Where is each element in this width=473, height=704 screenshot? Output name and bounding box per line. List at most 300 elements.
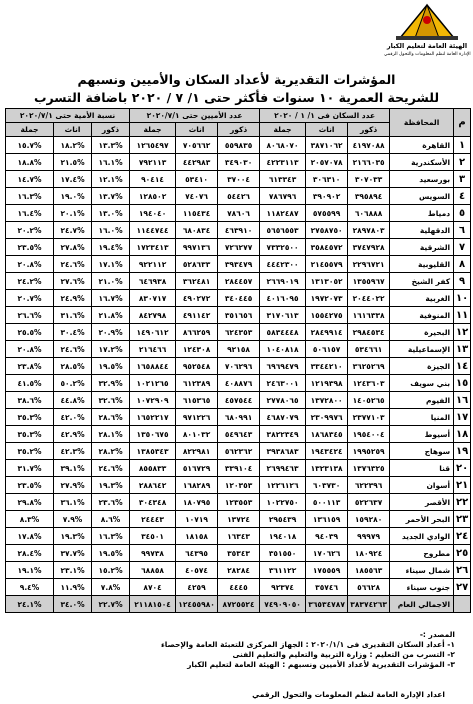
- cell-rate-female: %٧.٩: [54, 511, 92, 528]
- cell-illit-male: ٤٤٤٥: [218, 579, 260, 596]
- cell-illit-male: ٧٢٦٢٧٧: [218, 239, 260, 256]
- source-line-2: ٢- التسرب من التعليم : وزارة التربية والتعليم والتعليم الفنى: [232, 650, 455, 659]
- cell-pop-female: ٥٧٥٥٩٩: [306, 205, 348, 222]
- cell-pop-female: ١٩٧٢٠٧٣: [306, 290, 348, 307]
- cell-pop-total: ٤٦٨٧٠٧٩: [260, 409, 306, 426]
- header-pop-female: اناث: [306, 123, 348, 137]
- cell-illit-female: ٧٠٥٦٦٢: [176, 137, 218, 154]
- cell-index: ١٠: [454, 290, 471, 307]
- cell-pop-female: ٥٠٠١١٣: [306, 494, 348, 511]
- cell-illit-male: ٤٦٣٩١٠: [218, 222, 260, 239]
- cell-rate-female: %٢٣.١: [54, 562, 92, 579]
- cell-pop-female: ٢٣٠٩٩٧٦: [306, 409, 348, 426]
- cell-pop-total: ٨٠٦٨٠٧٠: [260, 137, 306, 154]
- org-name: الهيئة العامة لتعليم الكبار: [386, 42, 468, 50]
- cell-illit-total: ١٢٦٥٤٩٧: [130, 137, 176, 154]
- cell-illit-male: ٣٥١٦٥٦: [218, 307, 260, 324]
- cell-rate-total: %٢٥.٥: [6, 324, 54, 341]
- cell-governorate: القاهرة: [390, 137, 454, 154]
- cell-illit-total: ٨٧٠٤: [130, 579, 176, 596]
- org-department: الإدارة العامة لنظم المعلومات والتحول الرقمي: [384, 52, 471, 57]
- cell-illit-male: ٢٨٤٤٥٧: [218, 273, 260, 290]
- cell-pop-female: ١٣٦١٥٩: [306, 511, 348, 528]
- sources-section: [20, 630, 455, 670]
- page-subtitle: للشريحة العمرية ١٠ سنوات فأكثر حتى ١/ ٧ / ٢٠٢٠ باضافة التسرب: [33, 90, 440, 105]
- cell-rate-total: %٣٥.٣: [6, 409, 54, 426]
- cell-rate-female: %٢٧.٩: [54, 477, 92, 494]
- cell-pop-total: ٢٦٦٩٠١٩: [260, 273, 306, 290]
- cell-rate-female: %١٧.٤: [54, 171, 92, 188]
- cell-index: ٢: [454, 154, 471, 171]
- cell-governorate: دمياط: [390, 205, 454, 222]
- cell-rate-male: %١٣.٧: [92, 188, 130, 205]
- table-row: [6, 511, 471, 528]
- cell-pop-total: ٤٤٤٢٣٠٠: [260, 256, 306, 273]
- cell-illit-male: ٢٨٢٨٤: [218, 562, 260, 579]
- cell-rate-male: %٣٢.٦: [92, 392, 130, 409]
- table-row: [6, 239, 471, 256]
- statistics-table: [5, 108, 471, 613]
- cell-illit-total: ١١٤٤٧٤٤: [130, 222, 176, 239]
- cell-rate-female: %٢٧.٦: [54, 273, 92, 290]
- cell-pop-female: ١٥٥٤٢٧٥: [306, 307, 348, 324]
- cell-pop-total: ٣٥١٥٥٠: [260, 545, 306, 562]
- cell-illit-total: ١٤٩٠٦١٢: [130, 324, 176, 341]
- cell-pop-total: ٩٢٣٧٤: [260, 579, 306, 596]
- cell-rate-male: %٢١.٨: [92, 307, 130, 324]
- cell-illit-male: ٩٢١٥٨: [218, 341, 260, 358]
- cell-illit-male: ١٢٠٣٥٣: [218, 477, 260, 494]
- cell-rate-total: %٢٣.٨: [6, 358, 54, 375]
- cell-rate-female: %١١.٩: [54, 579, 92, 596]
- cell-rate-total: %٨.٣: [6, 511, 54, 528]
- cell-illit-female: ٦١٥٣٦٥: [176, 392, 218, 409]
- cell-index: ١٥: [454, 375, 471, 392]
- cell-pop-male: ٩٩٩٧٩: [348, 528, 390, 545]
- cell-illit-total: ١٠٧٢٩٠٩: [130, 392, 176, 409]
- cell-illit-total: ٦٤٦٩٣٨: [130, 273, 176, 290]
- cell-index: ٢٤: [454, 528, 471, 545]
- cell-illit-male: ٣٣٩١٠٤: [218, 460, 260, 477]
- cell-rate-total: %١٦.٣: [6, 188, 54, 205]
- cell-pop-male: ٢٩٨٤٥٣٤: [348, 324, 390, 341]
- cell-rate-male: %٢٠.٩: [92, 324, 130, 341]
- cell-pop-female: ٣٥٧٤٦: [306, 579, 348, 596]
- header-index: م: [454, 109, 471, 137]
- header-illit-male: ذكور: [218, 123, 260, 137]
- cell-illit-female: ٩٩٧١٣٦: [176, 239, 218, 256]
- cell-pop-female: ١٨٦٨٣٤٥: [306, 426, 348, 443]
- cell-pop-total: ٤٢٢٣١١٣: [260, 154, 306, 171]
- table-row: [6, 375, 471, 392]
- cell-illit-male: ٧٨٦٠٦: [218, 205, 260, 222]
- cell-illit-female: ٩٥٢٥٤٨: [176, 358, 218, 375]
- cell-governorate: الوادي الجديد: [390, 528, 454, 545]
- cell-illit-female: ٦١٢٣٨٩: [176, 375, 218, 392]
- cell-pop-male: ٢١٦٦٠٣٥: [348, 154, 390, 171]
- table-row: [6, 137, 471, 154]
- cell-pop-total: ٥٨٣٤٤٤٨: [260, 324, 306, 341]
- cell-pop-male: ٦٢٢٣٩٦: [348, 477, 390, 494]
- cell-pop-female: ١٣٢٣١٣٨: [306, 460, 348, 477]
- cell-rate-male: %١٣.٣: [92, 137, 130, 154]
- cell-pop-total: ٦١٣٣٤٣: [260, 171, 306, 188]
- header-pop-total: جملة: [260, 123, 306, 137]
- header-governorate: المحافظة: [390, 109, 454, 137]
- cell-rate-male: %١٣.٠: [92, 205, 130, 222]
- cell-pop-female: ٥٠٦١٥٧: [306, 341, 348, 358]
- cell-rate-total: %٢٠.٧: [6, 290, 54, 307]
- cell-rate-total: %٣٥.٢: [6, 443, 54, 460]
- cell-illit-total: ١٦٥٨٨٤٤: [130, 358, 176, 375]
- cell-rate-male: %٢٢.٧: [92, 596, 130, 613]
- cell-illit-male: ٣٧٠٠٤: [218, 171, 260, 188]
- cell-illit-male: ٣٤٠٤٤٥: [218, 290, 260, 307]
- sources-label: المصدر :-: [419, 630, 455, 639]
- table-body: [6, 137, 471, 613]
- cell-index: [454, 596, 471, 613]
- table-row: [6, 392, 471, 409]
- cell-rate-female: %٣٦.١: [54, 494, 92, 511]
- cell-rate-female: %٣٠.٤: [54, 324, 92, 341]
- cell-illit-male: ٣٤٩٠٣٠: [218, 154, 260, 171]
- cell-illit-total: ٦٨٨٥٨: [130, 562, 176, 579]
- cell-governorate: أسوان: [390, 477, 454, 494]
- cell-rate-female: %٢٤.٦: [54, 341, 92, 358]
- cell-index: ١٢: [454, 324, 471, 341]
- cell-index: ١١: [454, 307, 471, 324]
- cell-rate-male: %١٥.٢: [92, 562, 130, 579]
- cell-rate-total: %١٦.٤: [6, 205, 54, 222]
- cell-pop-total: ٣٦١١٢٢: [260, 562, 306, 579]
- cell-pop-total: ٢٤٦٣٠٠١: [260, 375, 306, 392]
- cell-illit-total: ١٢٨٥٠٢: [130, 188, 176, 205]
- cell-rate-female: %٥٠.٢: [54, 375, 92, 392]
- table-row: [6, 273, 471, 290]
- cell-illit-male: ٣٩٣٤٧٩: [218, 256, 260, 273]
- table-row: [6, 324, 471, 341]
- cell-illit-total: ١٧٢٣٤١٣: [130, 239, 176, 256]
- table-row: [6, 307, 471, 324]
- cell-rate-male: %٨.٦: [92, 511, 130, 528]
- cell-pop-male: ١٩٩٥٢٥٩: [348, 443, 390, 460]
- cell-pop-female: ٢٧٥٨٧٥٠: [306, 222, 348, 239]
- table-row: [6, 443, 471, 460]
- table-row: [6, 409, 471, 426]
- cell-index: ٨: [454, 256, 471, 273]
- cell-pop-female: ١٣١٣٠٥٢: [306, 273, 348, 290]
- cell-index: ١: [454, 137, 471, 154]
- cell-illit-male: ٧٠٦٢٩٦: [218, 358, 260, 375]
- cell-index: ٢٧: [454, 579, 471, 596]
- cell-governorate: أسيوط: [390, 426, 454, 443]
- cell-index: ٦: [454, 222, 471, 239]
- cell-index: ٢٣: [454, 511, 471, 528]
- cell-illit-male: ٤٠٨٨٧٦: [218, 375, 260, 392]
- cell-rate-total: %٢٠.٨: [6, 256, 54, 273]
- cell-illit-female: ٦٨٠٨٣٤: [176, 222, 218, 239]
- cell-rate-total: %١٤.٧: [6, 171, 54, 188]
- cell-pop-male: ٥٦٦٢٨: [348, 579, 390, 596]
- cell-governorate: كفر الشيخ: [390, 273, 454, 290]
- cell-index: ١٨: [454, 426, 471, 443]
- cell-rate-male: %٢٨.٢: [92, 443, 130, 460]
- cell-rate-male: %١٢.١: [92, 171, 130, 188]
- cell-governorate: مطروح: [390, 545, 454, 562]
- cell-rate-female: %٣٩.١: [54, 460, 92, 477]
- table-row: [6, 154, 471, 171]
- cell-rate-total: %٢٠.٢: [6, 222, 54, 239]
- cell-illit-total: ٩٩٧٣٨: [130, 545, 176, 562]
- cell-illit-total: ٢١١٨١٥٠٤: [130, 596, 176, 613]
- cell-rate-male: %١٦.١: [92, 154, 130, 171]
- cell-illit-total: ٣٤٥٠١: [130, 528, 176, 545]
- table-row: [6, 494, 471, 511]
- cell-illit-female: ٩٧١٢٢٦: [176, 409, 218, 426]
- cell-rate-female: %٣٧.٧: [54, 545, 92, 562]
- cell-pop-male: ١٣٥٥٩٦٧: [348, 273, 390, 290]
- cell-governorate: بورسعيد: [390, 171, 454, 188]
- cell-pop-female: ٢٨٤٩٩١٤: [306, 324, 348, 341]
- cell-pop-male: ٦٠٦٨٨٨: [348, 205, 390, 222]
- cell-pop-female: ٢١٤٥٥٧٩: [306, 256, 348, 273]
- cell-rate-male: %٢٣.٦: [92, 494, 130, 511]
- cell-rate-male: %٧.٨: [92, 579, 130, 596]
- cell-rate-male: %١٩.٥: [92, 358, 130, 375]
- cell-rate-male: %١٩.٣: [92, 477, 130, 494]
- cell-governorate: الأسكندرية: [390, 154, 454, 171]
- table-row: [6, 358, 471, 375]
- cell-index: ١٩: [454, 443, 471, 460]
- page-title: المؤشرات التقديرية لأعداد السكان والأميين ونسبهم: [77, 72, 396, 87]
- cell-illit-total: ٢١٦٤٦٦: [130, 341, 176, 358]
- cell-pop-male: ١٥٩٢٨٠: [348, 511, 390, 528]
- cell-illit-total: ٨٣٠٧١٧: [130, 290, 176, 307]
- cell-rate-male: %١٦.٣: [92, 528, 130, 545]
- cell-rate-female: %٤٢.٣: [54, 443, 92, 460]
- cell-illit-female: ١٢٤٥٥٩٨٠: [176, 596, 218, 613]
- table-row: [6, 477, 471, 494]
- cell-rate-total: %١٩.١: [6, 562, 54, 579]
- cell-illit-female: ٤٤٢٩٨٣: [176, 154, 218, 171]
- cell-illit-total: ٢٤٤٤٣: [130, 511, 176, 528]
- cell-governorate: شمال سيناء: [390, 562, 454, 579]
- table-row: [6, 562, 471, 579]
- cell-illit-total: ١٦٥٢٢١٧: [130, 409, 176, 426]
- cell-pop-male: ٣٦٢٥٢٦٩: [348, 358, 390, 375]
- cell-rate-female: %٢٤.٦: [54, 256, 92, 273]
- cell-illit-male: ٣٥٣٤٣: [218, 545, 260, 562]
- table-row: [6, 205, 471, 222]
- cell-pop-male: ١٢٤٣٦٠٣: [348, 375, 390, 392]
- cell-rate-total: %٢٤.١: [6, 596, 54, 613]
- cell-illit-female: ٤٩١١٤٢: [176, 307, 218, 324]
- table-row: [6, 188, 471, 205]
- cell-rate-female: %٤٢.٠: [54, 409, 92, 426]
- header-rate-male: ذكور: [92, 123, 130, 137]
- cell-rate-female: %٢١.٥: [54, 154, 92, 171]
- cell-rate-female: %٢٠.١: [54, 205, 92, 222]
- cell-illit-female: ٤٩٠٢٧٢: [176, 290, 218, 307]
- cell-rate-female: %٣٤.٠: [54, 596, 92, 613]
- cell-pop-male: ٢٢٩٦٧٢١: [348, 256, 390, 273]
- cell-index: ٢٦: [454, 562, 471, 579]
- cell-rate-female: %١٨.٢: [54, 137, 92, 154]
- cell-pop-female: ٣٦٥٣٤٧٨٧: [306, 596, 348, 613]
- cell-pop-male: ١٨٠٩٢٤: [348, 545, 390, 562]
- prepared-by-note: اعداد الإدارة العامة لنظم المعلومات والتحول الرقمي: [252, 690, 445, 699]
- cell-pop-total: ٥٦٥٦٥٥٣: [260, 222, 306, 239]
- table-row: [6, 528, 471, 545]
- cell-governorate: القليوبية: [390, 256, 454, 273]
- cell-pop-total: ٣٨٢٢٣٤٩: [260, 426, 306, 443]
- cell-governorate: المنيا: [390, 409, 454, 426]
- cell-illit-female: ٨٦٦٢٥٩: [176, 324, 218, 341]
- cell-rate-male: %١٩.٤: [92, 239, 130, 256]
- cell-illit-total: ٣٠٤٣٤٨: [130, 494, 176, 511]
- cell-governorate: الفيوم: [390, 392, 454, 409]
- cell-rate-male: %١٧.١: [92, 256, 130, 273]
- cell-pop-male: ٣٨٣٧٤٢٦٣: [348, 596, 390, 613]
- cell-rate-total: %٢٨.٤: [6, 545, 54, 562]
- cell-governorate: الإسماعيلية: [390, 341, 454, 358]
- cell-index: ٥: [454, 205, 471, 222]
- cell-rate-total: %٢٩.٨: [6, 494, 54, 511]
- cell-rate-female: %٣١.٦: [54, 307, 92, 324]
- cell-rate-female: %١٩.٣: [54, 528, 92, 545]
- cell-rate-female: %١٩.٠: [54, 188, 92, 205]
- cell-governorate: الأقصر: [390, 494, 454, 511]
- table-row: [6, 222, 471, 239]
- cell-pop-male: ٢٨٩٧٨٠٣: [348, 222, 390, 239]
- cell-rate-female: %٢٨.٥: [54, 358, 92, 375]
- cell-rate-male: %٣٢.٩: [92, 375, 130, 392]
- cell-pop-total: ٣٩٣٨٦٨٣: [260, 443, 306, 460]
- cell-illit-male: ١٢٣٥٥٣: [218, 494, 260, 511]
- cell-pop-female: ٩٤٠٣٩: [306, 528, 348, 545]
- table-total-row: [6, 596, 471, 613]
- cell-governorate: جنوب سيناء: [390, 579, 454, 596]
- cell-illit-total: ١٣٨٥٣٤٣: [130, 443, 176, 460]
- cell-rate-male: %٢١.٠: [92, 273, 130, 290]
- cell-pop-male: ١٤٠٥٢٦٥: [348, 392, 390, 409]
- cell-pop-female: ٣٣٤٤٢١٠: [306, 358, 348, 375]
- pyramid-logo-icon: [384, 2, 470, 42]
- cell-illit-total: ٨٥٥٨٣٣: [130, 460, 176, 477]
- cell-index: ٢٠: [454, 460, 471, 477]
- cell-pop-female: ٢٠٥٧٠٧٨: [306, 154, 348, 171]
- header-population-group: عدد السكان فى ١/ ١ / ٢٠٢٠: [260, 109, 390, 123]
- cell-illit-total: ١٣٥٠٦٧٥: [130, 426, 176, 443]
- cell-illit-total: ١٩٤٠٤٠: [130, 205, 176, 222]
- cell-rate-total: %٣٨.٦: [6, 392, 54, 409]
- cell-pop-female: ٣٥٨٤٥٧٢: [306, 239, 348, 256]
- cell-index: ١٣: [454, 341, 471, 358]
- cell-pop-total: ٣١٧٠٦١٣: [260, 307, 306, 324]
- cell-pop-female: ٦٠٣٧٣٠: [306, 477, 348, 494]
- cell-illit-male: ٦٨٠٩٩١: [218, 409, 260, 426]
- cell-index: ٧: [454, 239, 471, 256]
- cell-illit-female: ٣٦٢٤٨١: [176, 273, 218, 290]
- cell-rate-total: %١٥.٧: [6, 137, 54, 154]
- cell-rate-male: %١٦.٠: [92, 222, 130, 239]
- cell-pop-total: ٧٨٦٧٩٦: [260, 188, 306, 205]
- cell-index: ٢٥: [454, 545, 471, 562]
- cell-pop-female: ١٢١٩٣٩٨: [306, 375, 348, 392]
- source-line-3: ٣- المؤشرات التقديرية لأعداد الأميين ونسبهم : الهيئة العامة لتعليم الكبار: [187, 660, 455, 669]
- cell-pop-total: ١٠٤٠٨١٨: [260, 341, 306, 358]
- cell-pop-female: ٣٨٧١٠٦٢: [306, 137, 348, 154]
- cell-illit-female: ١٨١٥٨: [176, 528, 218, 545]
- cell-index: ٩: [454, 273, 471, 290]
- cell-pop-total: ٦٩٦٩٤٧٩: [260, 358, 306, 375]
- cell-illit-female: ١١٥٤٣٤: [176, 205, 218, 222]
- cell-rate-male: %١٧.٢: [92, 341, 130, 358]
- cell-governorate: السويس: [390, 188, 454, 205]
- cell-rate-total: %١٨.٨: [6, 154, 54, 171]
- cell-rate-female: %٢٤.٧: [54, 222, 92, 239]
- cell-pop-total: ٧٤٩٠٩٠٥٠: [260, 596, 306, 613]
- cell-governorate: الاجمالي العام: [390, 596, 454, 613]
- cell-governorate: الدقهلية: [390, 222, 454, 239]
- cell-governorate: قنا: [390, 460, 454, 477]
- cell-rate-male: %٢٨.١: [92, 426, 130, 443]
- cell-illit-female: ٥٣٤١٠: [176, 171, 218, 188]
- cell-pop-male: ٢٠٤٤٠٢٢: [348, 290, 390, 307]
- cell-governorate: البحر الأحمر: [390, 511, 454, 528]
- cell-pop-male: ٣٧٤٧٩٢٨: [348, 239, 390, 256]
- cell-rate-female: %٤٤.٨: [54, 392, 92, 409]
- header-rate-female: اناث: [54, 123, 92, 137]
- cell-pop-male: ٣٠٧٠٣٣: [348, 171, 390, 188]
- cell-index: ١٦: [454, 392, 471, 409]
- cell-illit-female: ١٦٨٢٨٩: [176, 477, 218, 494]
- cell-illit-female: ٦٤٣٩٥: [176, 545, 218, 562]
- cell-pop-total: ١١٨٢٤٨٧: [260, 205, 306, 222]
- cell-governorate: الشرقية: [390, 239, 454, 256]
- cell-index: ٢١: [454, 477, 471, 494]
- cell-pop-male: ١٩٥٤٠٠٤: [348, 426, 390, 443]
- cell-pop-female: ١٧٠٦٢٦: [306, 545, 348, 562]
- cell-rate-total: %٣١.٧: [6, 460, 54, 477]
- cell-pop-total: ١٢٢٦١٢٦: [260, 477, 306, 494]
- cell-index: ٢٢: [454, 494, 471, 511]
- table-row: [6, 256, 471, 273]
- cell-illit-male: ٨٧٢٥٥٢٤: [218, 596, 260, 613]
- header-illit-female: اناث: [176, 123, 218, 137]
- cell-pop-female: ١٧٥٥٥٩: [306, 562, 348, 579]
- cell-pop-female: ٣٩٠٩٠٢: [306, 188, 348, 205]
- cell-rate-total: %٩.٤: [6, 579, 54, 596]
- table-row: [6, 341, 471, 358]
- cell-pop-total: ٧٣٣٢٥٠٠: [260, 239, 306, 256]
- cell-governorate: الجيزة: [390, 358, 454, 375]
- cell-pop-female: ٣٠٦٣١٠: [306, 171, 348, 188]
- cell-pop-female: ١٣٧٢٨٠٠: [306, 392, 348, 409]
- cell-illit-total: ٩٢٢١١٢: [130, 256, 176, 273]
- cell-rate-male: %١٩.٥: [92, 545, 130, 562]
- cell-illit-male: ١٦٣٤٣: [218, 528, 260, 545]
- header-illiterate-group: عدد الأميين حتى ٢٠٢٠/٧/١: [130, 109, 260, 123]
- cell-rate-total: %٢٣.٥: [6, 239, 54, 256]
- cell-illit-male: ٥٥٩٨٣٥: [218, 137, 260, 154]
- cell-illit-male: ١٣٧٢٤: [218, 511, 260, 528]
- cell-index: ٤: [454, 188, 471, 205]
- cell-illit-female: ٨٢٢٩٨١: [176, 443, 218, 460]
- cell-illit-female: ١٠٧١٩: [176, 511, 218, 528]
- cell-illit-female: ١٢٤٣٠٨: [176, 341, 218, 358]
- cell-pop-male: ٥٣٤٦٦١: [348, 341, 390, 358]
